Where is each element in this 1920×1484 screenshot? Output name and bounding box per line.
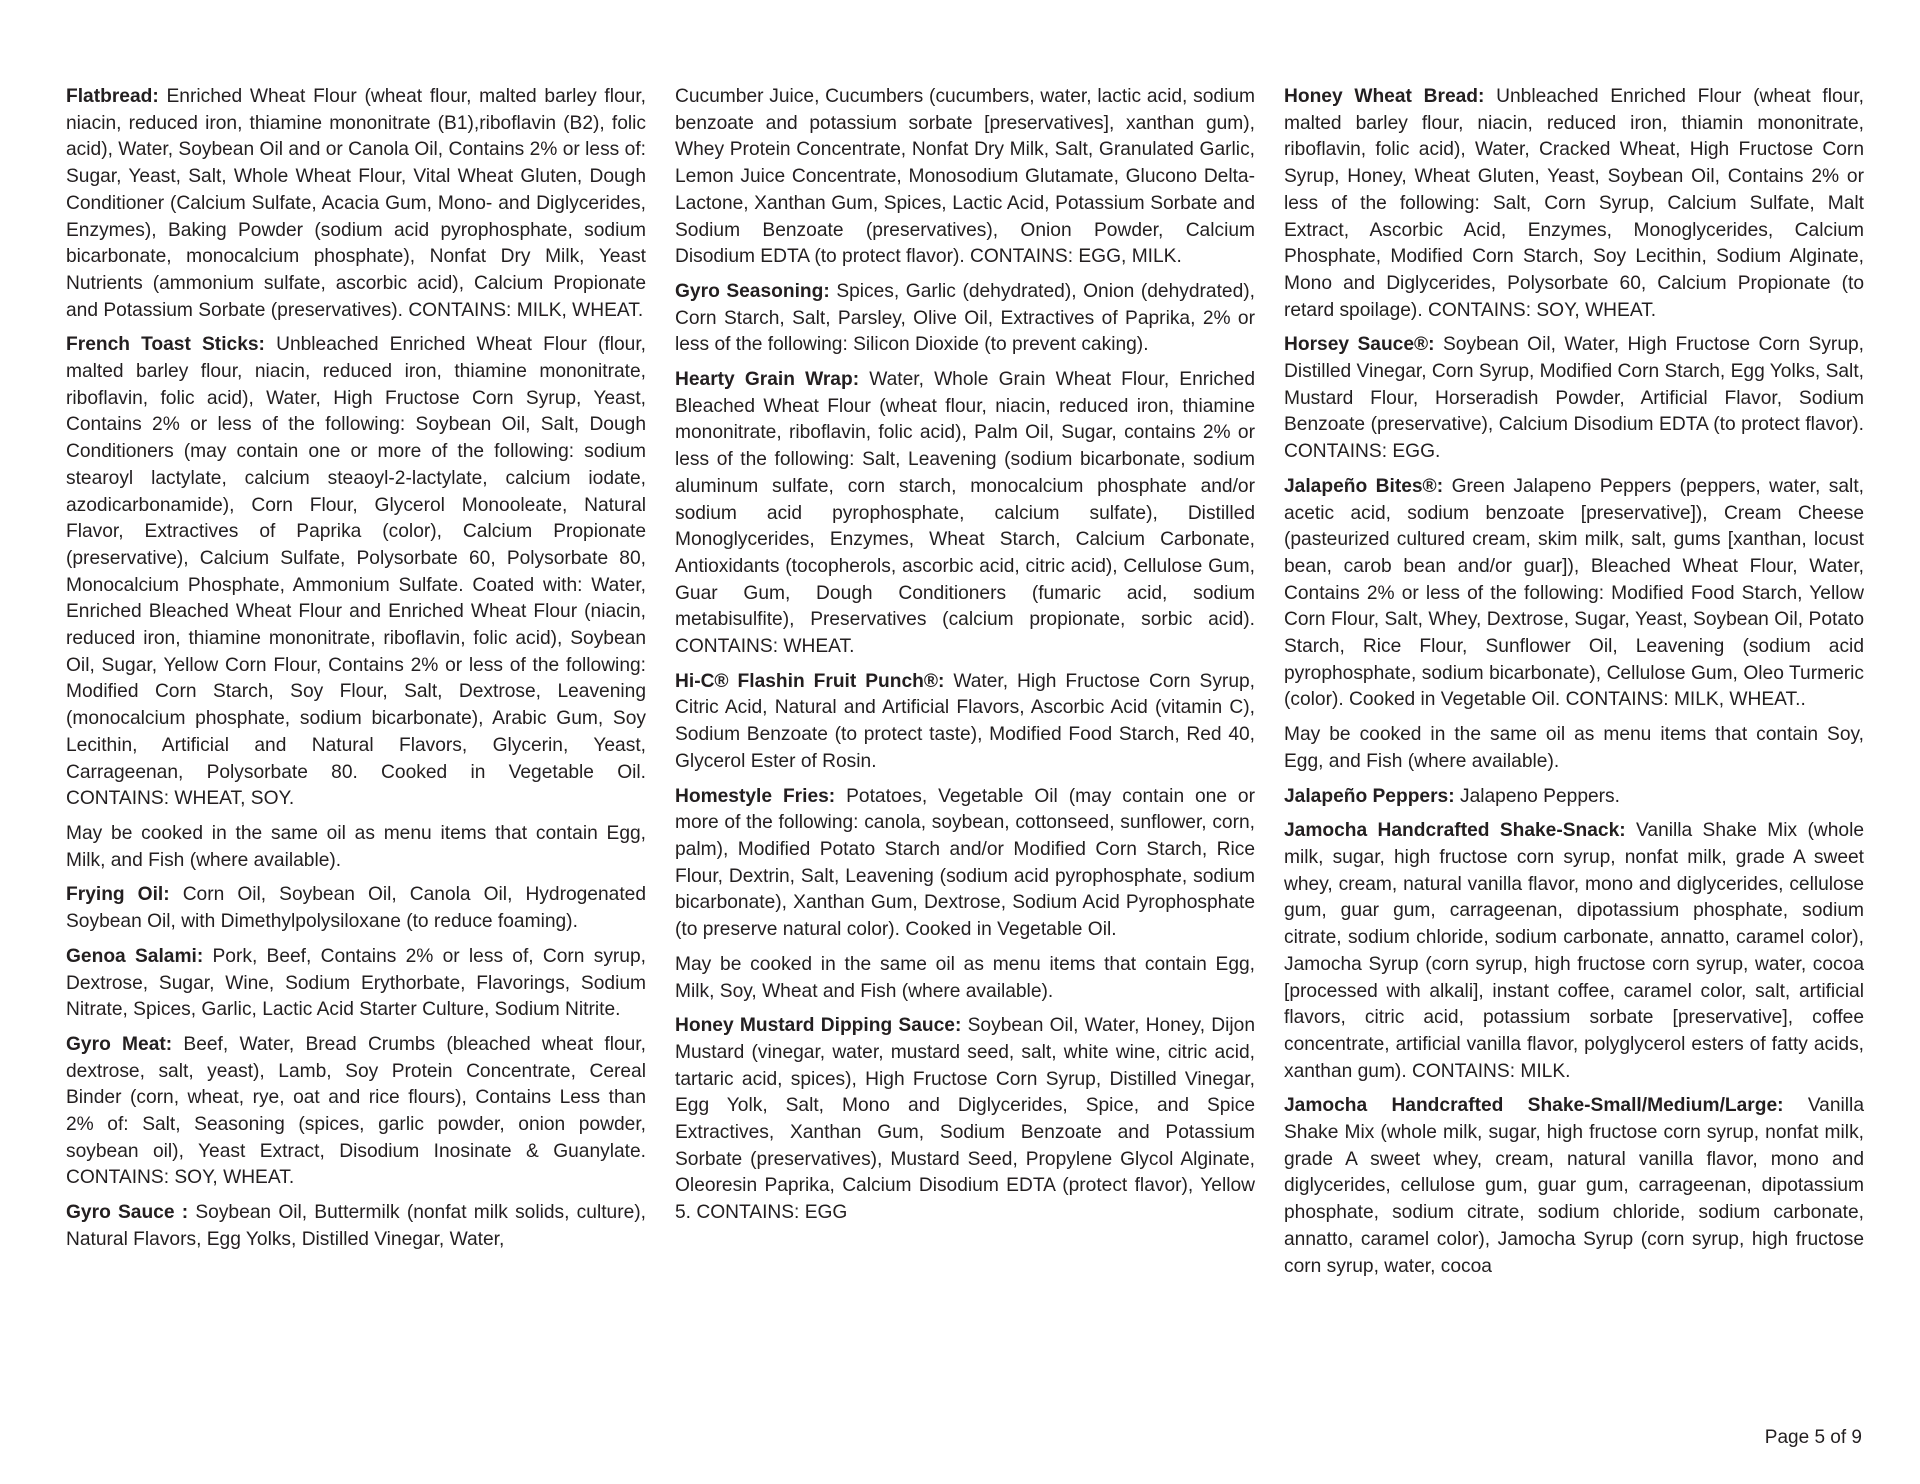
ingredient-text: Soybean Oil, Water, High Fructose Corn Syrup, Distilled Vinegar, Corn Syrup, Modified Corn Starch, Egg Yolks, Salt, Mustard Flour, Horseradish Powder, Artificial Flavor, Sodium Benzoate (preservative), Calcium Disodium EDTA (to protect flavor). CONTAINS: EGG. (1284, 334, 1864, 463)
ingredient-entry (675, 669, 1255, 776)
ingredient-text: May be cooked in the same oil as menu items that contain Egg, Milk, Soy, Wheat and Fish (where available). (675, 953, 1255, 1002)
ingredient-text: Unbleached Enriched Flour (wheat flour, malted barley flour, niacin, reduced iron, thiamin mononitrate, riboflavin, folic acid), Water, Cracked Wheat, High Fructose Corn Syrup, Honey, Wheat Gluten, Yeast, Soybean Oil, Contains 2% or less of the following: Salt, Corn Syrup, Calcium Sulfate, Malt Extract, Ascorbic Acid, Enzymes, Monoglycerides, Calcium Phosphate, Modified Corn Starch, Soy Lecithin, Sodium Alginate, Mono and Diglycerides, Polysorbate 60, Calcium Propionate (to retard spoilage). CONTAINS: SOY, WHEAT. (1284, 86, 1865, 321)
ingredient-name: Jalapeño Peppers: (1284, 785, 1455, 807)
ingredient-text: Soybean Oil, Buttermilk (nonfat milk solids, culture), Natural Flavors, Egg Yolks, Distilled Vinegar, Water, (66, 1202, 646, 1250)
ingredient-entry (66, 332, 646, 813)
ingredient-name: Frying Oil: (66, 884, 170, 906)
ingredient-entry (66, 1032, 646, 1192)
ingredient-name: Gyro Meat: (66, 1033, 173, 1055)
ingredient-entry (66, 944, 646, 1024)
ingredient-text: Jalapeno Peppers. (1459, 785, 1620, 807)
ingredient-entry (1284, 474, 1864, 714)
ingredient-entry (1284, 84, 1864, 324)
ingredient-text: Unbleached Enriched Wheat Flour (flour, malted barley flour, niacin, reduced iron, thiamine mononitrate, riboflavin, folic acid), Water, High Fructose Corn Syrup, Yeast, Contains 2% or less of the following: Soybean Oil, Salt, Dough Conditioners (may contain one or more of the following: sodium stearoyl lactylate, calcium steaoyl-2-lactylate, calcium iodate, azodicarbonamide), Corn Flour, Glycerol Monooleate, Natural Flavor, Extractives of Paprika (color), Calcium Propionate (preservative), Calcium Sulfate, Polysorbate 60, Polysorbate 80, Monocalcium Phosphate, Ammonium Sulfate. Coated with: Water, Enriched Bleached Wheat Flour and Enriched Wheat Flour (niacin, reduced iron, thiamine mononitrate, riboflavin, folic acid), Soybean Oil, Sugar, Yellow Corn Flour, Contains 2% or less of the following: Modified Corn Starch, Soy Flour, Salt, Dextrose, Leavening (monocalcium phosphate, sodium bicarbonate), Arabic Gum, Soy Lecithin, Artificial and Natural Flavors, Glycerin, Yeast, Carrageenan, Polysorbate 80. Cooked in Vegetable Oil. CONTAINS: WHEAT, SOY. (66, 334, 646, 810)
ingredient-text: Green Jalapeno Peppers (peppers, water, salt, acetic acid, sodium benzoate [preservative]), Cream Cheese (pasteurized cultured cream, skim milk, salt, gums [xanthan, locust bean, carob bean and/or guar]), Bleached Wheat Flour, Water, Contains 2% or less of the following: Modified Food Starch, Yellow Corn Flour, Salt, Whey, Dextrose, Sugar, Yeast, Soybean Oil, Potato Starch, Rice Flour, Sunflower Oil, Leavening (sodium acid pyrophosphate, sodium bicarbonate), Cellulose Gum, Oleo Turmeric (color). Cooked in Vegetable Oil. CONTAINS: MILK, WHEAT.. (1284, 475, 1864, 711)
ingredient-entry (675, 84, 1255, 271)
ingredient-name: Jamocha Handcrafted Shake-Small/Medium/Large: (1284, 1095, 1784, 1117)
ingredient-text: Water, High Fructose Corn Syrup, Citric Acid, Natural and Artificial Flavors, Ascorbic Acid (vitamin C), Sodium Benzoate (to protect taste), Modified Food Starch, Red 40, Glycerol Ester of Rosin. (675, 670, 1255, 772)
ingredient-entry (66, 821, 646, 874)
ingredient-name: Gyro Seasoning: (675, 280, 830, 302)
ingredient-entry (66, 882, 646, 935)
page-number: Page 5 of 9 (1764, 1427, 1862, 1448)
ingredient-entry (675, 952, 1255, 1005)
ingredient-name: Horsey Sauce®: (1284, 334, 1435, 356)
ingredient-name: Flatbread: (66, 86, 159, 107)
ingredient-text: Soybean Oil, Water, Honey, Dijon Mustard (vinegar, water, mustard seed, salt, white wine, citric acid, tartaric acid, spices), High Fructose Corn Syrup, Distilled Vinegar, Egg Yolk, Salt, Mono and Diglycerides, Spice, and Spice Extractives, Xanthan Gum, Sodium Benzoate and Potassium Sorbate (preservatives), Mustard Seed, Propylene Glycol Alginate, Oleoresin Paprika, Calcium Disodium EDTA (protect flavor), Yellow 5. CONTAINS: EGG (675, 1015, 1255, 1224)
ingredient-text: May be cooked in the same oil as menu items that contain Egg, Milk, and Fish (where available). (66, 822, 646, 871)
ingredient-entry (1284, 722, 1864, 775)
ingredient-name: Jalapeño Bites®: (1284, 475, 1444, 497)
ingredient-entry (675, 279, 1255, 359)
ingredient-text: Beef, Water, Bread Crumbs (bleached wheat flour, dextrose, salt, yeast), Lamb, Soy Protein Concentrate, Cereal Binder (corn, wheat, rye, oat and rice flours), Contains Less than 2% of: Salt, Seasoning (spices, garlic powder, onion powder, soybean oil), Yeast Extract, Disodium Inosinate & Guanylate. CONTAINS: SOY, WHEAT. (66, 1033, 646, 1189)
ingredient-text: Potatoes, Vegetable Oil (may contain one or more of the following: canola, soybean, cottonseed, sunflower, corn, palm), Modified Potato Starch and/or Modified Corn Starch, Rice Flour, Dextrin, Salt, Leavening (sodium acid pyrophosphate, sodium bicarbonate), Xanthan Gum, Dextrose, Sodium Acid Pyrophosphate (to preserve natural color). Cooked in Vegetable Oil. (675, 785, 1255, 941)
ingredient-text: Vanilla Shake Mix (whole milk, sugar, high fructose corn syrup, nonfat milk, grade A sweet whey, cream, natural vanilla flavor, mono and diglycerides, cellulose gum, guar gum, carrageenan, dipotassium phosphate, sodium citrate, sodium chloride, sodium carbonate, annatto, caramel color), Jamocha Syrup (corn syrup, high fructose corn syrup, water, cocoa [processed with alkali], instant coffee, caramel color, salt, artificial flavors, citric acid, potassium sorbate [preservative], coffee concentrate, artificial vanilla flavor, polyglycerol esters of fatty acids, xanthan gum). CONTAINS: MILK. (1284, 820, 1865, 1082)
ingredient-text: Corn Oil, Soybean Oil, Canola Oil, Hydrogenated Soybean Oil, with Dimethylpolysiloxane (to reduce foaming). (66, 884, 646, 933)
ingredient-text: Water, Whole Grain Wheat Flour, Enriched Bleached Wheat Flour (wheat flour, niacin, reduced iron, thiamine mononitrate, riboflavin, folic acid), Palm Oil, Sugar, contains 2% or less of the following: Salt, Leavening (sodium bicarbonate, sodium aluminum sulfate, corn starch, monocalcium phosphate and/or sodium acid pyrophosphate, calcium sulfate), Distilled Monoglycerides, Enzymes, Wheat Starch, Calcium Carbonate, Antioxidants (tocopherols, ascorbic acid, citric acid), Cellulose Gum, Guar Gum, Dough Conditioners (fumaric acid, sodium metabisulfite), Preservatives (calcium propionate, sorbic acid). CONTAINS: WHEAT. (675, 369, 1255, 658)
ingredient-name: Honey Wheat Bread: (1284, 86, 1485, 107)
ingredient-name: Hearty Grain Wrap: (675, 369, 860, 391)
ingredient-text: Cucumber Juice, Cucumbers (cucumbers, water, lactic acid, sodium benzoate and potassium sorbate [preservatives], xanthan gum), Whey Protein Concentrate, Nonfat Dry Milk, Salt, Granulated Garlic, Lemon Juice Concentrate, Monosodium Glutamate, Glucono Delta-Lactone, Xanthan Gum, Spices, Lactic Acid, Potassium Sorbate and Sodium Benzoate (preservatives), Onion Powder, Calcium Disodium EDTA (to protect flavor). CONTAINS: EGG, MILK. (675, 86, 1255, 268)
ingredient-text: Pork, Beef, Contains 2% or less of, Corn syrup, Dextrose, Sugar, Wine, Sodium Erythorbate, Flavorings, Sodium Nitrate, Spices, Garlic, Lactic Acid Starter Culture, Sodium Nitrite. (66, 945, 646, 1021)
ingredient-name: Gyro Sauce : (66, 1202, 189, 1224)
ingredient-text: May be cooked in the same oil as menu items that contain Soy, Egg, and Fish (where available). (1284, 724, 1864, 772)
ingredient-name: Jamocha Handcrafted Shake-Snack: (1284, 820, 1626, 842)
column-2 (675, 84, 1255, 1235)
ingredient-name: Homestyle Fries: (675, 785, 836, 807)
ingredient-name: Hi-C® Flashin Fruit Punch®: (675, 670, 945, 692)
ingredient-entry (1284, 818, 1864, 1085)
column-1 (66, 84, 646, 1262)
ingredient-columns (66, 84, 1866, 1364)
ingredient-text: Vanilla Shake Mix (whole milk, sugar, high fructose corn syrup, nonfat milk, grade A sweet whey, cream, natural vanilla flavor, mono and diglycerides, cellulose gum, guar gum, carrageenan, dipotassium phosphate, sodium citrate, sodium chloride, sodium carbonate, annatto, caramel color), Jamocha Syrup (corn syrup, high fructose corn syrup, water, cocoa (1284, 1095, 1864, 1277)
ingredient-name: Honey Mustard Dipping Sauce: (675, 1015, 962, 1037)
ingredient-entry (675, 367, 1255, 661)
ingredient-entry (1284, 784, 1864, 811)
ingredient-entry (66, 1200, 646, 1253)
ingredient-entry (1284, 1093, 1864, 1280)
ingredient-entry (675, 784, 1255, 944)
ingredient-entry (675, 1013, 1255, 1227)
ingredient-name: French Toast Sticks: (66, 334, 265, 356)
ingredient-text: Spices, Garlic (dehydrated), Onion (dehydrated), Corn Starch, Salt, Parsley, Olive Oil, Extractives of Paprika, 2% or less of the following: Silicon Dioxide (to prevent caking). (675, 280, 1255, 356)
column-3 (1284, 84, 1864, 1288)
ingredient-entry (66, 84, 646, 324)
ingredient-entry (1284, 332, 1864, 466)
ingredient-text: Enriched Wheat Flour (wheat flour, malted barley flour, niacin, reduced iron, thiamine mononitrate (B1),riboflavin (B2), folic acid), Water, Soybean Oil and or Canola Oil, Contains 2% or less of: Sugar, Yeast, Salt, Whole Wheat Flour, Vital Wheat Gluten, Dough Conditioner (Calcium Sulfate, Acacia Gum, Mono- and Diglycerides, Enzymes), Baking Powder (sodium acid pyrophosphate, sodium bicarbonate, monocalcium phosphate), Nonfat Dry Milk, Yeast Nutrients (ammonium sulfate, ascorbic acid), Calcium Propionate and Potassium Sorbate (preservatives). CONTAINS: MILK, WHEAT. (66, 86, 646, 321)
ingredient-name: Genoa Salami: (66, 945, 204, 967)
